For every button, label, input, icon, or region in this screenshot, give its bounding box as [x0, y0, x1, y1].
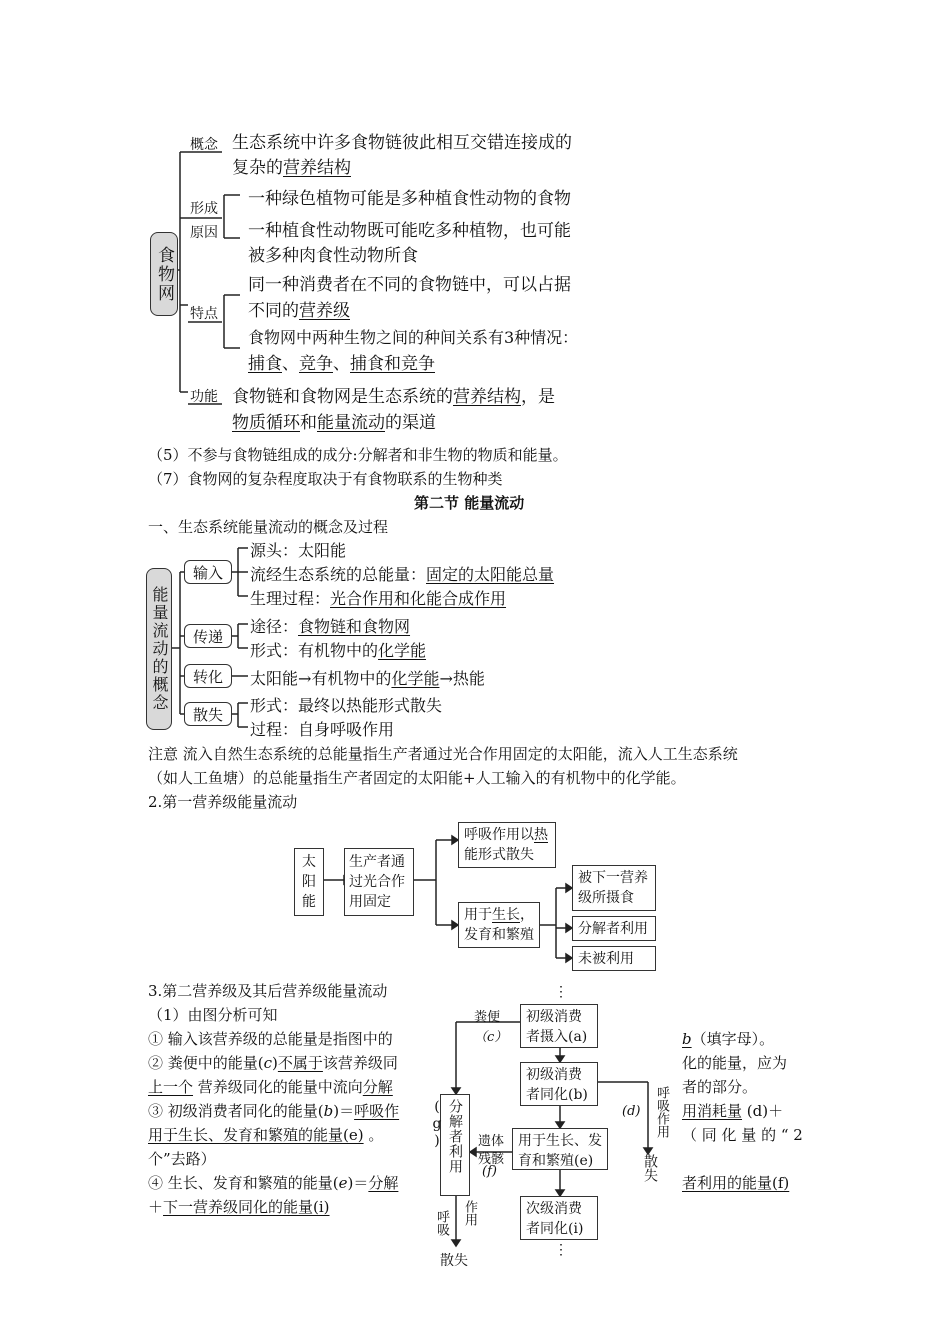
function-line2-post: 的渠道: [385, 413, 436, 433]
item2-left-c: c: [263, 1054, 273, 1072]
input-item1: 源头：太阳能: [250, 541, 347, 560]
diagram-growth: [512, 1128, 608, 1170]
function-line1-pre: 食物链和食物网是生态系统的: [232, 387, 453, 407]
formation-item1: 一种绿色植物可能是多种植食性动物的食物: [248, 189, 571, 209]
feature-relation-predation: 捕食: [248, 354, 282, 374]
feature-item1-line1: 同一种消费者在不同的食物链中，可以占据: [248, 275, 571, 295]
growth-box: [458, 902, 540, 948]
dissipate-label: 散失: [184, 702, 232, 726]
diagram-secondary-assim: 次级消费者同化(i): [520, 1196, 598, 1240]
item3-right: [682, 1100, 783, 1121]
respiration-line1: [464, 825, 550, 845]
input-item2: [250, 562, 554, 585]
item1-right-ul: b: [682, 1030, 692, 1048]
function-energy-flow: 能量流动: [317, 413, 385, 433]
function-material-cycle: 物质循环: [232, 413, 300, 433]
diagram-resp-vertical: 呼吸作用: [654, 1086, 669, 1138]
transfer-label: 传递: [184, 624, 232, 648]
feature-relation-both: 捕食和竞争: [350, 354, 435, 374]
diagram-growth-line2: 育和繁殖(e): [518, 1153, 594, 1169]
convert-mid-pre: 有机物中的: [311, 669, 392, 688]
respiration-line2: 能形式散失: [464, 847, 534, 863]
item2b-right: 者的部分。: [682, 1078, 758, 1096]
diagram-remains-line2: 残骸: [478, 1152, 505, 1167]
item3-right-post: (d)＋: [742, 1102, 784, 1120]
item3b-left-ul: 用于生长、发育和繁殖的能量(e): [148, 1126, 364, 1144]
convert-pre: 太阳能: [250, 669, 299, 688]
convert-label: 转化: [184, 664, 232, 688]
growth-ul: 生长: [492, 907, 520, 923]
item4b-left: [148, 1196, 330, 1217]
item1-right: [682, 1028, 774, 1049]
input-item2-ul: 固定的太阳能总量: [426, 565, 555, 584]
growth-line2: 发育和繁殖: [464, 927, 534, 943]
function-line2: [232, 408, 436, 433]
item3b-right: （ 同 化 量 的 “ 2: [682, 1126, 803, 1144]
attention-line1: 注意 流入自然生态系统的总能量指生产者通过光合作用固定的太阳能，流入人工生态系统: [148, 745, 738, 763]
function-label: 功能: [190, 389, 218, 405]
diagram-dots-top: ⋮: [554, 984, 568, 1000]
item3b-left-post: 。: [363, 1126, 384, 1144]
feature-sep2: 、: [333, 354, 350, 374]
item2b-left-ul1: 上一个: [148, 1078, 194, 1096]
feature-relation-competition: 竞争: [299, 354, 333, 374]
food-web-root: 食物网: [150, 232, 178, 316]
convert-post: 热能: [452, 669, 485, 688]
function-line1: [232, 382, 555, 407]
item3-left: [148, 1100, 399, 1121]
item2b-left: [148, 1076, 393, 1097]
dissipate-item2: 过程：自身呼吸作用: [250, 720, 395, 739]
diagram-remains-letter: (f): [482, 1164, 497, 1179]
eaten-line1: 被下一营养: [578, 870, 648, 886]
transfer-item1: [250, 614, 410, 637]
diagram-primary-intake: 初级消费者摄入(a): [520, 1004, 598, 1048]
item2-left-mid: ): [272, 1054, 278, 1072]
feature-item2-line2: [248, 349, 435, 374]
section-heading-1: 一、生态系统能量流动的概念及过程: [148, 518, 389, 536]
concept-label: 概念: [190, 137, 218, 153]
diagram-dissipate: 散失: [642, 1154, 658, 1182]
section-title: 第二节 能量流动: [414, 494, 525, 512]
eaten-line2: 级所摄食: [578, 890, 634, 906]
diagram-growth-line1: 用于生长、发: [518, 1133, 602, 1149]
formation-item2-line2: 被多种肉食性动物所食: [248, 246, 418, 266]
item2-left-pre: ② 粪便中的能量(: [148, 1054, 264, 1072]
item4-left-e: e: [338, 1174, 348, 1192]
respiration-line1-pre: 呼吸作用以: [464, 827, 534, 843]
input-item3: [250, 586, 506, 609]
formation-label2: 原因: [190, 225, 218, 241]
diagram-remains-line1: 遗体: [478, 1134, 505, 1149]
item2-left: [148, 1052, 398, 1073]
item3c-left: 个”去路）: [148, 1150, 216, 1168]
concept-line2-pre: 复杂的: [232, 158, 283, 178]
item4-left-ul: 分解: [368, 1174, 399, 1192]
transfer-item2-ul: 化学能: [378, 641, 427, 660]
growth-pre: 用于: [464, 907, 492, 923]
sun-box: 太阳能: [294, 848, 324, 916]
transfer-item2-pre: 形式：有机物中的: [250, 641, 379, 660]
diagram-bottom-dissipate: 散失: [440, 1253, 468, 1269]
item2b-left-ul2: 分解: [362, 1078, 393, 1096]
function-line1-post: ，是: [521, 387, 555, 407]
transfer-item1-pre: 途径：: [250, 617, 299, 636]
item4-left: [148, 1172, 398, 1193]
second-level-heading: 3.第二营养级及其后营养级能量流动: [148, 982, 388, 1000]
diagram-resp-letter: (d): [622, 1104, 641, 1119]
diagram-dots-bottom: ⋮: [554, 1242, 568, 1258]
formation-label1: 形成: [190, 201, 218, 217]
feature-label: 特点: [190, 306, 218, 322]
respiration-line1-ul: 热: [534, 827, 548, 843]
item3-left-b: b: [323, 1102, 334, 1120]
concept-line1: 生态系统中许多食物链彼此相互交错连接成的: [232, 133, 572, 153]
item3-left-ul: 呼吸作: [354, 1102, 400, 1120]
feature-item1-line2-ul: 营养级: [299, 301, 350, 321]
eaten-box: [572, 865, 656, 911]
diagram-feces-label: 粪便: [474, 1010, 501, 1025]
diagram-decomposer: 分解者利用(g): [440, 1094, 470, 1196]
first-level-heading: 2.第一营养级能量流动: [148, 793, 298, 811]
item3-left-mid: )＝: [333, 1102, 355, 1120]
convert-arrow-2: →: [439, 669, 453, 688]
diagram-bottom-act: 作用: [462, 1200, 477, 1226]
item3b-left: [148, 1124, 383, 1145]
transfer-item1-ul: 食物链和食物网: [298, 617, 411, 636]
concept-line2: [232, 153, 351, 178]
note-5: （5）不参与食物链组成的成分:分解者和非生物的物质和能量。: [148, 446, 568, 464]
decomposer-box: 分解者利用: [572, 916, 656, 941]
convert-arrow-1: →: [298, 669, 312, 688]
diagram-feces-letter: （c）: [474, 1030, 508, 1045]
feature-item1-line2-pre: 不同的: [248, 301, 299, 321]
input-item2-pre: 流经生态系统的总能量：: [250, 565, 427, 584]
item3-right-ul: 用消耗量: [682, 1102, 743, 1120]
convert-line: [250, 666, 485, 689]
producer-box: 生产者通过光合作用固定: [344, 848, 414, 916]
diagram-bottom-resp: 呼吸: [434, 1210, 449, 1236]
item2b-left-mid: 营养级同化的能量中流向: [193, 1078, 363, 1096]
item4b-left-pre: ＋: [148, 1198, 164, 1216]
respiration-box: [458, 822, 556, 868]
item2-right: 化的能量，应为: [682, 1054, 788, 1072]
item2-left-ul: 不属于: [277, 1054, 323, 1072]
convert-mid-ul: 化学能: [391, 669, 440, 688]
item4-right-ul: 者利用的能量(f): [682, 1174, 790, 1192]
input-item3-pre: 生理过程：: [250, 589, 331, 608]
feature-sep1: 、: [282, 354, 299, 374]
input-item3-ul: 光合作用和化能合成作用: [330, 589, 507, 608]
growth-line1: [464, 905, 534, 925]
item4b-left-ul: 下一营养级同化的能量(i): [163, 1198, 330, 1216]
item4-left-mid: )＝: [347, 1174, 369, 1192]
function-line1-ul: 营养结构: [453, 387, 521, 407]
note-7: （7）食物网的复杂程度取决于有食物联系的生物种类: [148, 470, 503, 488]
feature-item2-line1: 食物网中两种生物之间的种间关系有3种情况：: [248, 328, 579, 347]
item2-left-post: 该营养级同: [322, 1054, 398, 1072]
transfer-item2: [250, 638, 426, 661]
item3-left-pre: ③ 初级消费者同化的能量(: [148, 1102, 324, 1120]
item4-left-pre: ④ 生长、发育和繁殖的能量(: [148, 1174, 339, 1192]
diagram-primary-assim: 初级消费者同化(b): [520, 1062, 598, 1106]
attention-line2: （如人工鱼塘）的总能量指生产者固定的太阳能+人工输入的有机物中的化学能。: [148, 769, 686, 787]
feature-item1-line2: [248, 296, 350, 321]
energy-concept-root: 能量流动的概念: [146, 568, 172, 730]
concept-line2-ul: 营养结构: [283, 158, 351, 178]
growth-post: ，: [520, 907, 534, 923]
item4-right: [682, 1172, 789, 1193]
second-level-sub1: （1）由图分析可知: [148, 1006, 278, 1024]
dissipate-item1: 形式：最终以热能形式散失: [250, 696, 443, 715]
item1-right-post: （填字母）。: [691, 1030, 775, 1048]
input-label: 输入: [184, 560, 232, 584]
function-line2-mid: 和: [300, 413, 317, 433]
unused-box: 未被利用: [572, 946, 656, 971]
item1-left: ① 输入该营养级的总能量是指图中的: [148, 1030, 393, 1048]
formation-item2-line1: 一种植食性动物既可能吃多种植物，也可能: [248, 221, 571, 241]
